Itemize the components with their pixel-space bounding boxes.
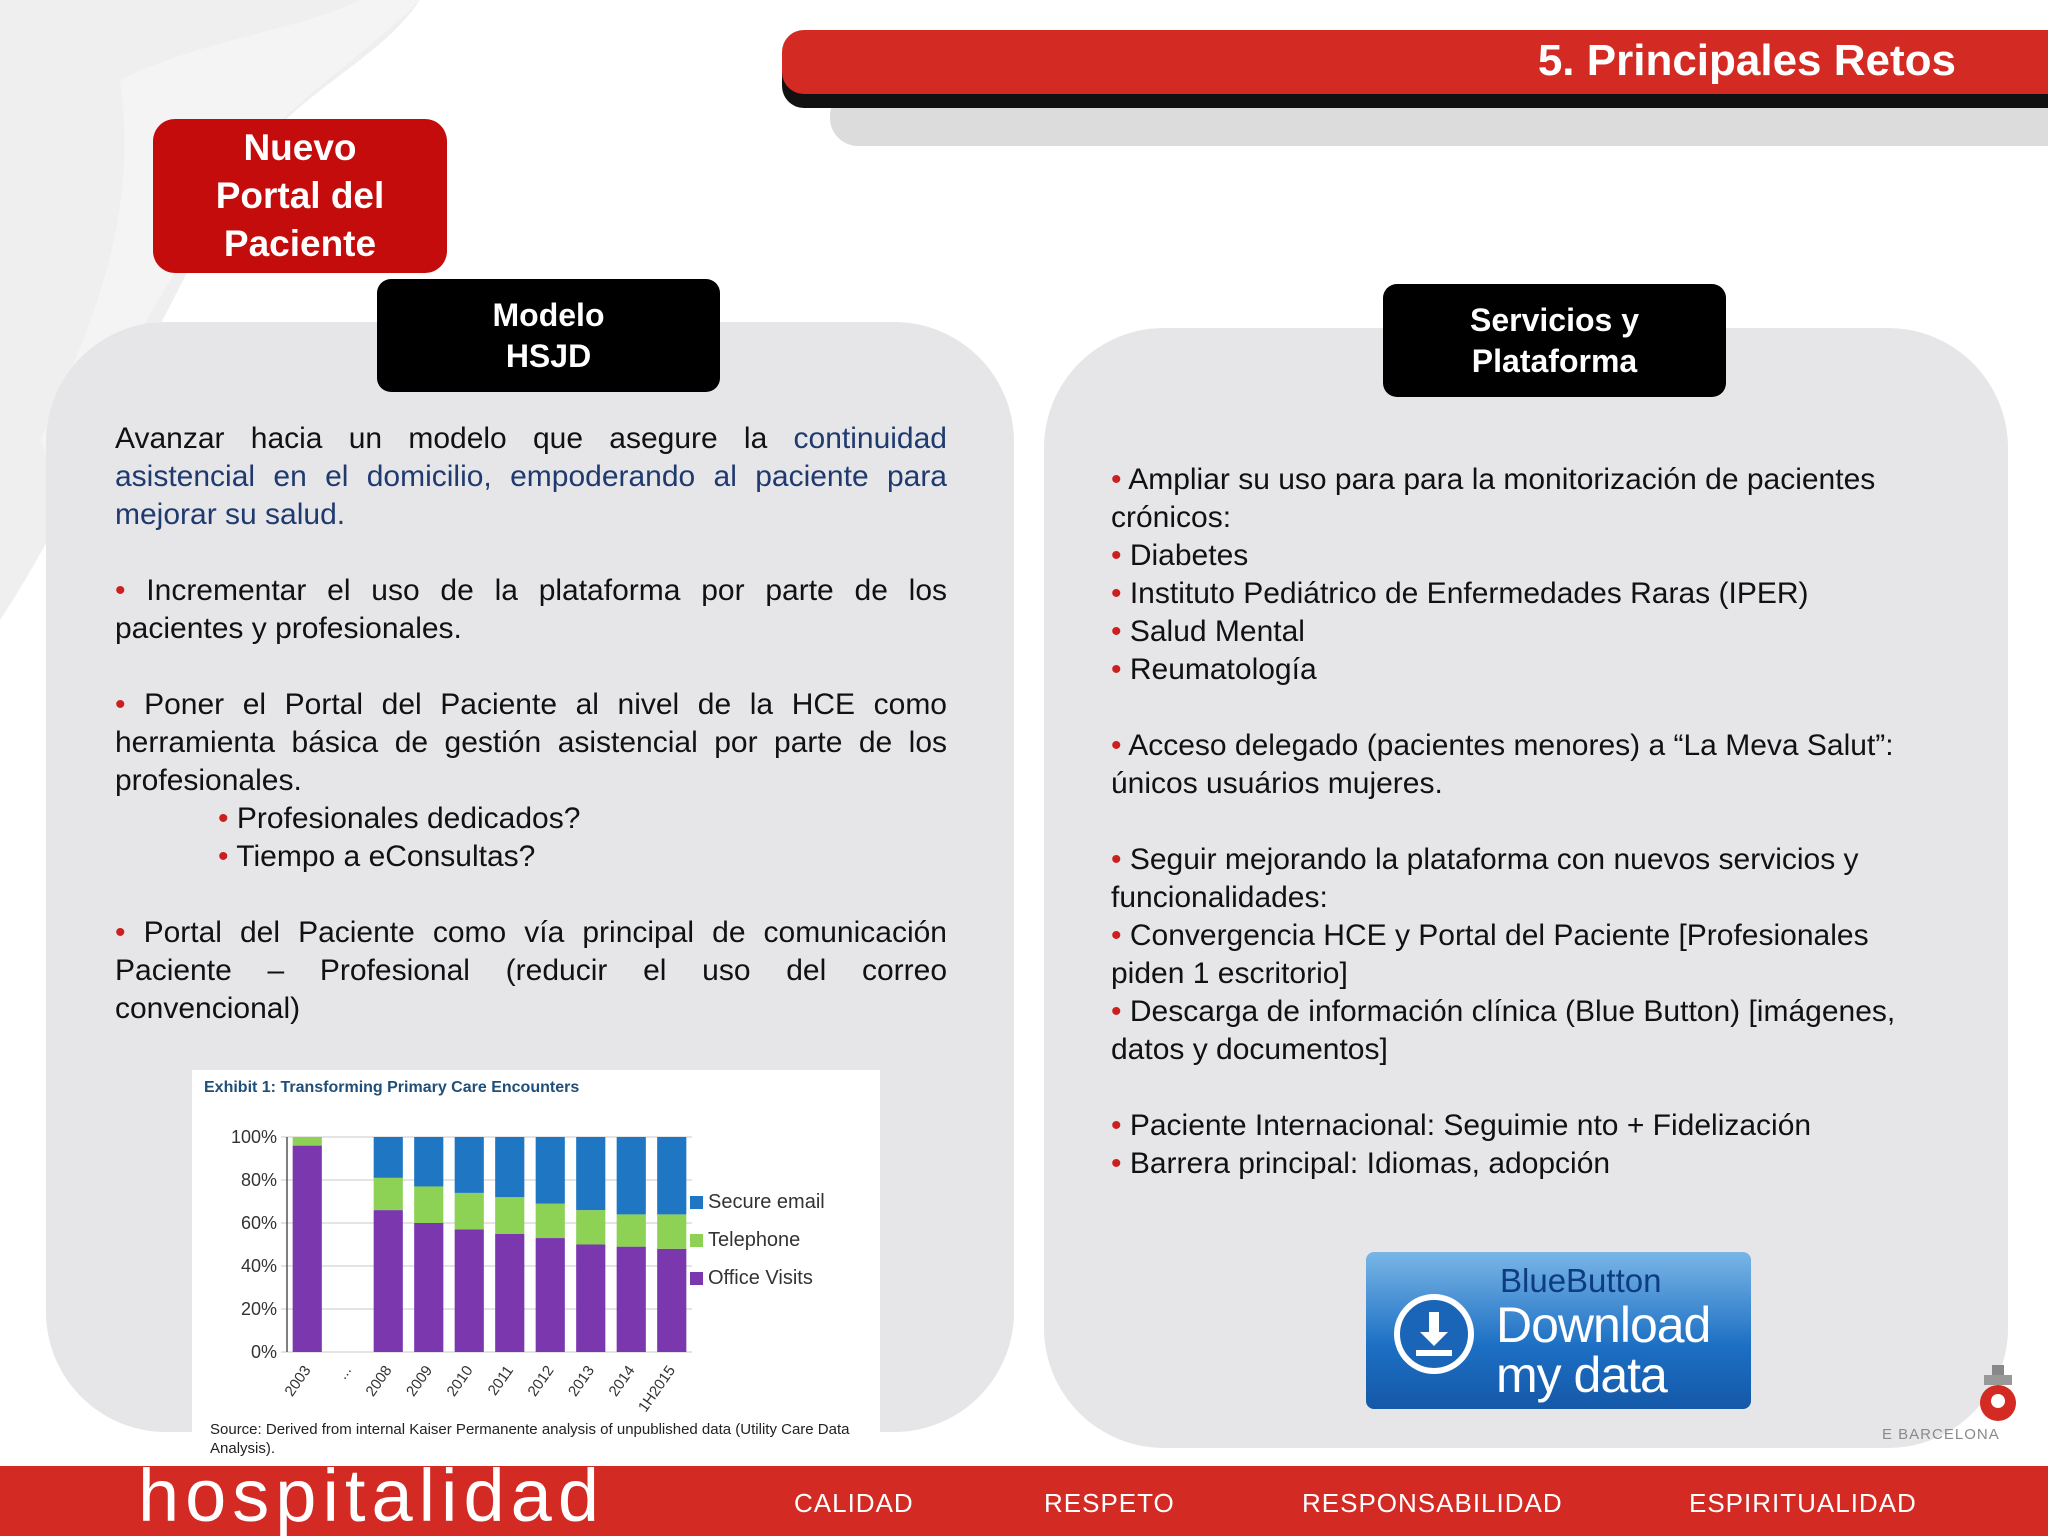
legend-swatch — [690, 1196, 703, 1209]
right-sub-bullet-3 — [1111, 613, 1941, 651]
left-bullet-2-text: Poner el Portal del Paciente al nivel de la HCE como herramienta básica de gestión asistencial por parte de los profesionales. — [115, 688, 947, 797]
right-sub-bullet-text: Diabetes — [1129, 539, 1249, 572]
chart-bar-office-visits — [293, 1146, 322, 1352]
chart-bar-telephone — [455, 1193, 484, 1230]
chart-bar-telephone — [495, 1197, 524, 1234]
chart-bar-secure-email — [455, 1137, 484, 1193]
chart-bar-secure-email — [617, 1137, 646, 1214]
bluebutton-download-badge[interactable] — [1366, 1252, 1751, 1409]
chart-title: Exhibit 1: Transforming Primary Care Encounters — [204, 1079, 580, 1096]
bullet-icon: • — [115, 688, 145, 721]
chart-x-tick-label: 1H2015 — [634, 1362, 680, 1416]
bullet-icon: • — [1111, 995, 1130, 1028]
chart-bars — [293, 1137, 687, 1352]
hospital-logo-icon — [1972, 1363, 2024, 1423]
bullet-icon: • — [115, 916, 144, 949]
right-sub-bullet-text: Salud Mental — [1129, 615, 1305, 648]
chart-y-tick-label: 80% — [240, 1170, 277, 1190]
bullet-icon: • — [218, 802, 237, 835]
intro-highlight: continuidad asistencial en el domicilio, empoderando al paciente para mejorar su salud. — [115, 422, 947, 531]
chart-x-tick-label: 2011 — [484, 1362, 518, 1399]
section-label-modelo-line1: Modelo — [492, 296, 605, 333]
chart-bar-telephone — [374, 1178, 403, 1210]
right-bullet-2-text: Acceso delegado (pacientes menores) a “La Meva Salut”: únicos usuários mujeres. — [1111, 729, 1894, 800]
right-bullet-3 — [1111, 841, 1941, 917]
left-bullet-3-text: Portal del Paciente como vía principal de comunicación Paciente – Profesional (reducir el uso del correo convencional) — [115, 916, 947, 1025]
chart-bar-office-visits — [536, 1238, 565, 1352]
section-label-servicios — [1383, 284, 1726, 397]
chart-bar-office-visits — [495, 1234, 524, 1352]
chart-bar-office-visits — [374, 1210, 403, 1352]
portal-label-line2: Portal del — [215, 175, 385, 216]
bullet-icon: • — [1111, 843, 1130, 876]
chart-x-tick-label: 2013 — [564, 1362, 599, 1400]
left-bullet-2 — [115, 686, 947, 800]
legend-label: Secure email — [708, 1191, 825, 1213]
chart-y-tick-label: 0% — [250, 1342, 277, 1362]
encounters-chart — [192, 1070, 880, 1465]
chart-bar-secure-email — [374, 1137, 403, 1178]
footer-brand: hospitalidad — [138, 1454, 605, 1537]
right-sub-bullet-text: Descarga de información clínica (Blue Button) [imágenes, datos y documentos] — [1111, 995, 1896, 1066]
chart-x-tick-label: 2014 — [605, 1362, 639, 1400]
bluebutton-brand: BlueButton — [1500, 1262, 1662, 1299]
portal-label-line3: Paciente — [223, 223, 377, 264]
intro-text: Avanzar hacia un modelo que asegure la — [115, 422, 794, 455]
bullet-icon: • — [1111, 729, 1129, 762]
chart-bar-office-visits — [657, 1249, 686, 1352]
chart-bar-telephone — [414, 1186, 443, 1223]
right-sub-bullet-4 — [1111, 651, 1941, 689]
bullet-icon: • — [1111, 615, 1130, 648]
left-sub-bullet-2-text: Tiempo a eConsultas? — [236, 840, 536, 873]
chart-bar-telephone — [576, 1210, 605, 1244]
right-bullet-3-text: Seguir mejorando la plataforma con nuevos servicios y funcionalidades: — [1111, 843, 1859, 914]
bullet-icon: • — [1111, 919, 1130, 952]
bullet-icon: • — [1111, 577, 1130, 610]
chart-bar-telephone — [536, 1204, 565, 1238]
footer-value-responsabilidad: RESPONSABILIDAD — [1302, 1488, 1563, 1518]
chart-bar-secure-email — [495, 1137, 524, 1197]
chart-bar-secure-email — [414, 1137, 443, 1186]
legend-label: Office Visits — [708, 1267, 813, 1289]
download-icon — [1394, 1294, 1474, 1374]
legend-label: Telephone — [708, 1229, 801, 1251]
chart-x-ticks — [281, 1363, 679, 1416]
chart-bar-secure-email — [576, 1137, 605, 1210]
left-sub-bullet-1 — [218, 800, 947, 838]
chart-bar-office-visits — [617, 1247, 646, 1352]
bluebutton-line1: Download — [1496, 1297, 1711, 1353]
chart-y-tick-label: 100% — [230, 1127, 277, 1147]
portal-label-line1: Nuevo — [243, 127, 357, 168]
chart-y-tick-label: 20% — [240, 1299, 277, 1319]
chart-bar-secure-email — [536, 1137, 565, 1204]
chart-x-tick-label: 2010 — [443, 1362, 477, 1400]
left-sub-bullet-1-text: Profesionales dedicados? — [236, 802, 581, 835]
right-sub-bullet-text: Convergencia HCE y Portal del Paciente [Profesionales piden 1 escritorio] — [1111, 919, 1869, 990]
chart-y-tick-label: 40% — [240, 1256, 277, 1276]
chart-bar-telephone — [657, 1214, 686, 1248]
chart-y-ticks — [231, 1127, 277, 1362]
right-sub-bullet-6 — [1111, 993, 1941, 1069]
chart-legend — [690, 1191, 825, 1289]
legend-swatch — [690, 1272, 703, 1285]
bullet-icon: • — [1111, 1147, 1130, 1180]
left-content — [115, 420, 947, 1028]
right-bullet-4 — [1111, 1107, 1941, 1145]
bullet-icon: • — [1111, 1109, 1130, 1142]
right-content — [1111, 461, 1941, 1183]
section-label-servicios-line1: Servicios y — [1470, 301, 1639, 338]
chart-bar-office-visits — [576, 1245, 605, 1353]
chart-x-tick-label: 2009 — [402, 1362, 437, 1400]
right-bullet-2 — [1111, 727, 1941, 803]
bullet-icon: • — [218, 840, 237, 873]
left-bullet-1 — [115, 572, 947, 648]
left-bullet-3 — [115, 914, 947, 1028]
chart-bar-secure-email — [657, 1137, 686, 1214]
chart-y-tick-label: 60% — [240, 1213, 277, 1233]
footer-value-respeto: RESPETO — [1044, 1488, 1175, 1518]
right-sub-bullet-text: Reumatología — [1129, 653, 1317, 686]
right-sub-bullet-2 — [1111, 575, 1941, 613]
section-label-modelo — [377, 279, 720, 392]
right-sub-bullet-text: Barrera principal: Idiomas, adopción — [1129, 1147, 1611, 1180]
right-sub-bullet-1 — [1111, 537, 1941, 575]
section-label-servicios-line2: Plataforma — [1471, 342, 1638, 379]
page-title: 5. Principales Retos — [1537, 36, 1956, 85]
footer-value-espiritualidad: ESPIRITUALIDAD — [1689, 1488, 1917, 1518]
chart-x-tick-label: 2012 — [524, 1362, 558, 1400]
section-label-modelo-line2: HSJD — [505, 337, 592, 374]
right-bullet-1 — [1111, 461, 1941, 537]
chart-source: Source: Derived from internal Kaiser Permanente analysis of unpublished data (Utility Care Data Analysis). — [210, 1421, 850, 1457]
bluebutton-line2: my data — [1496, 1347, 1667, 1403]
chart-bar-office-visits — [455, 1229, 484, 1352]
right-sub-bullet-5 — [1111, 917, 1941, 993]
legend-swatch — [690, 1234, 703, 1247]
bullet-icon: • — [1111, 653, 1130, 686]
left-sub-bullet-2 — [218, 838, 947, 876]
right-sub-bullet-text: Instituto Pediátrico de Enfermedades Raras (IPER) — [1129, 577, 1809, 610]
right-bullet-4-text: Paciente Internacional: Seguimie nto + Fidelización — [1129, 1109, 1812, 1142]
chart-x-tick-label: ... — [333, 1362, 356, 1383]
chart-bar-office-visits — [414, 1223, 443, 1352]
logo-text: E BARCELONA — [1882, 1426, 2000, 1443]
chart-x-tick-label: 2008 — [362, 1362, 396, 1400]
footer-value-calidad: CALIDAD — [794, 1488, 914, 1518]
right-bullet-1-text: Ampliar su uso para para la monitorización de pacientes crónicos: — [1111, 463, 1876, 534]
bullet-icon: • — [1111, 539, 1130, 572]
right-sub-bullet-7 — [1111, 1145, 1941, 1183]
bullet-icon: • — [1111, 463, 1129, 496]
portal-label — [153, 119, 447, 273]
intro-paragraph — [115, 420, 947, 534]
chart-x-tick-label: 2003 — [281, 1362, 315, 1400]
left-bullet-1-text: Incrementar el uso de la plataforma por parte de los pacientes y profesionales. — [115, 574, 948, 645]
chart-bar-telephone — [617, 1214, 646, 1246]
bullet-icon: • — [115, 574, 147, 607]
chart-bar-telephone — [293, 1137, 322, 1146]
